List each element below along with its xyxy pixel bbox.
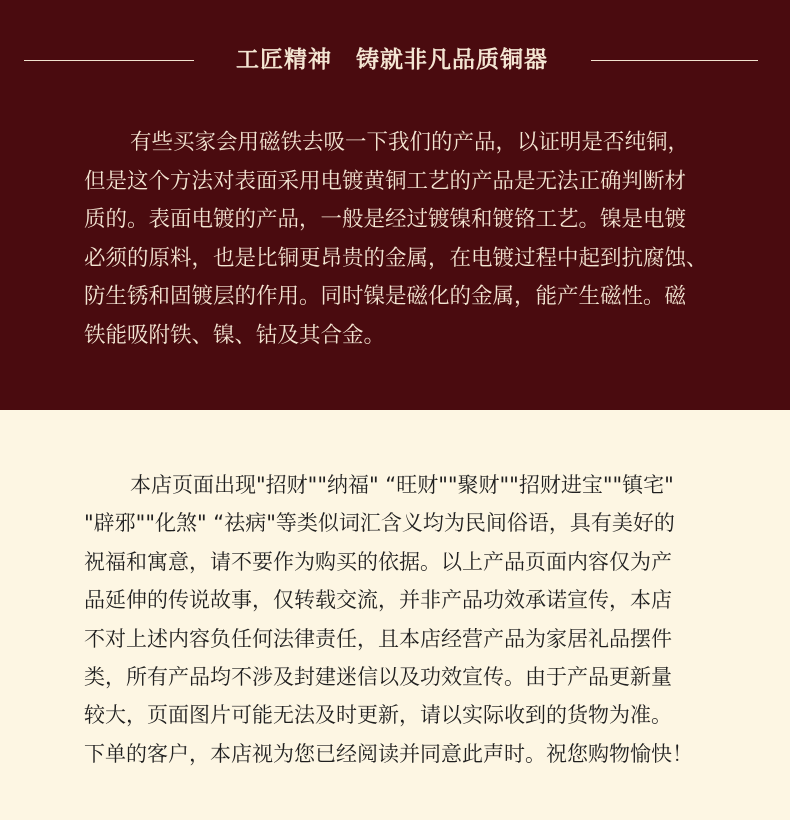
paragraph-line: 防生锈和固镀层的作用。同时镍是磁化的金属，能产生磁性。磁 — [84, 284, 687, 309]
title-row — [0, 42, 790, 78]
title-divider-left — [24, 60, 194, 61]
paragraph-line: 铁能吸附铁、镍、钴及其合金。 — [84, 322, 386, 348]
paragraph-line — [84, 124, 724, 163]
paragraph-line: 较大，页面图片可能无法及时更新，请以实际收到的货物为准。 — [84, 703, 672, 728]
magnet-explanation-paragraph — [84, 124, 724, 355]
paragraph-line: 必须的原料，也是比铜更昂贵的金属，在电镀过程中起到抗腐蚀、 — [84, 245, 708, 271]
paragraph-line: 不对上述内容负任何法律责任，且本店经营产品为家居礼品摆件 — [84, 626, 672, 651]
paragraph-line: 祝福和寓意，请不要作为购买的依据。以上产品页面内容仅为产 — [84, 549, 672, 574]
paragraph-line: 下单的客户，本店视为您已经阅读并同意此声时。祝您购物愉快！ — [84, 741, 693, 766]
paragraph-line: 品延伸的传说故事，仅转载交流，并非产品功效承诺宣传，本店 — [84, 588, 672, 613]
paragraph-line-text: 本店页面出现"招财""纳福" “旺财""聚财""招财进宝""镇宅" — [130, 473, 674, 497]
disclaimer-paragraph — [84, 466, 724, 773]
title-part-1: 工匠精神 — [236, 47, 332, 73]
paragraph-line-text: 有些买家会用磁铁去吸一下我们的产品，以证明是否纯铜， — [130, 130, 690, 155]
paragraph-line — [84, 466, 724, 504]
paragraph-line: 质的。表面电镀的产品，一般是经过镀镍和镀铬工艺。镍是电镀 — [84, 207, 687, 232]
paragraph-line: "辟邪""化煞" “祛病"等类似词汇含义均为民间俗语，具有美好的 — [84, 511, 675, 536]
title-divider-right — [591, 60, 758, 61]
page-title — [204, 42, 580, 78]
title-part-2: 铸就非凡品质铜器 — [356, 47, 548, 73]
paragraph-line: 但是这个方法对表面采用电镀黄铜工艺的产品是无法正确判断材 — [84, 168, 687, 194]
paragraph-line: 类，所有产品均不涉及封建迷信以及功效宣传。由于产品更新量 — [84, 665, 672, 690]
